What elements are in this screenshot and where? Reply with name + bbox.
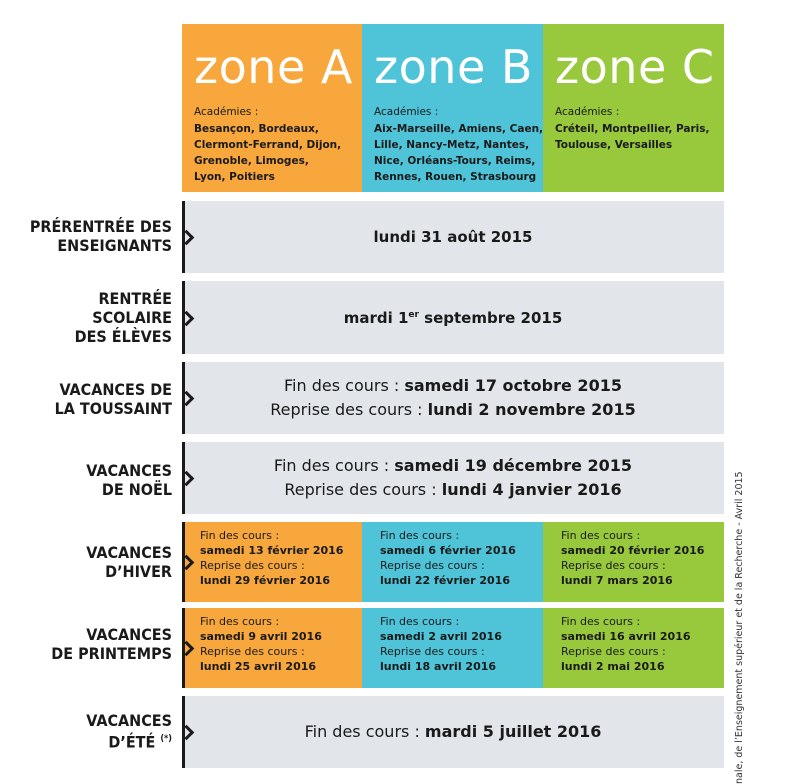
footnote-marker: (*) xyxy=(160,734,172,744)
resume-date: lundi 25 avril 2016 xyxy=(200,660,317,673)
resume-date: lundi 29 février 2016 xyxy=(200,574,330,587)
row-printemps xyxy=(182,608,724,688)
zone-a-title: zone A xyxy=(194,40,353,94)
side-credit: nale, de l’Enseignement supérieur et de la Recherche - Avril 2015 xyxy=(734,471,745,784)
academy-line: Besançon, Bordeaux, xyxy=(194,123,319,135)
label-text: D’ÉTÉ xyxy=(108,732,156,752)
end-label: Fin des cours : xyxy=(561,615,641,628)
resume-prefix: Reprise des cours : xyxy=(284,480,442,499)
zone-a-academies-list xyxy=(194,121,341,185)
label-line: VACANCES xyxy=(86,711,172,730)
row-rentree xyxy=(182,281,724,354)
resume-label: Reprise des cours : xyxy=(200,645,305,658)
end-date: samedi 16 avril 2016 xyxy=(561,630,691,643)
row-bracket xyxy=(182,522,185,602)
noel-dates xyxy=(182,454,724,502)
label-line: DES ÉLÈVES xyxy=(74,327,172,346)
resume-date: lundi 7 mars 2016 xyxy=(561,574,673,587)
ete-dates xyxy=(182,720,724,744)
row-noel xyxy=(182,442,724,514)
end-label: Fin des cours : xyxy=(200,615,280,628)
end-prefix: Fin des cours : xyxy=(304,722,425,741)
hiver-zone-b xyxy=(362,522,543,602)
printemps-zone-b xyxy=(362,608,543,688)
end-date: samedi 20 février 2016 xyxy=(561,544,705,557)
label-line: DE PRINTEMPS xyxy=(51,644,172,663)
resume-date: lundi 18 avril 2016 xyxy=(380,660,497,673)
end-label: Fin des cours : xyxy=(200,529,280,542)
toussaint-dates xyxy=(182,374,724,422)
resume-label: Reprise des cours : xyxy=(380,559,485,572)
row-bracket xyxy=(182,696,185,768)
rentree-date-day: mardi 1 xyxy=(343,308,409,327)
hiver-zone-a xyxy=(182,522,362,602)
end-date: samedi 17 octobre 2015 xyxy=(404,376,622,395)
label-line xyxy=(0,730,172,751)
hiver-zone-c xyxy=(543,522,724,602)
resume-date: lundi 4 janvier 2016 xyxy=(441,480,622,499)
zone-b-academies-label: Académies : xyxy=(374,106,439,118)
end-date: samedi 6 février 2016 xyxy=(380,544,516,557)
academy-line: Grenoble, Limoges, xyxy=(194,155,309,167)
academy-line: Lyon, Poitiers xyxy=(194,171,275,183)
printemps-zone-c xyxy=(543,608,724,688)
zone-b-title: zone B xyxy=(374,40,533,94)
noel-end xyxy=(182,454,724,478)
academy-line: Toulouse, Versailles xyxy=(555,139,673,151)
end-date: samedi 9 avril 2016 xyxy=(200,630,322,643)
end-date: samedi 2 avril 2016 xyxy=(380,630,502,643)
zone-c-header xyxy=(543,24,724,192)
resume-prefix: Reprise des cours : xyxy=(270,400,428,419)
row-label-rentree xyxy=(0,289,172,346)
label-line: D’HIVER xyxy=(105,562,172,581)
row-bracket xyxy=(182,201,185,273)
zone-c-academies-list xyxy=(555,121,710,153)
end-prefix: Fin des cours : xyxy=(273,456,395,475)
label-line: PRÉRENTRÉE DES xyxy=(29,217,172,236)
row-bracket xyxy=(182,442,185,514)
label-line: VACANCES xyxy=(86,543,172,562)
label-line: VACANCES xyxy=(86,461,172,480)
zone-c-title: zone C xyxy=(555,40,715,94)
row-bracket xyxy=(182,608,185,688)
rentree-date-sup: er xyxy=(408,309,419,320)
row-toussaint xyxy=(182,362,724,434)
end-prefix: Fin des cours : xyxy=(284,376,405,395)
label-line: SCOLAIRE xyxy=(92,308,172,327)
academy-line: Créteil, Montpellier, Paris, xyxy=(555,123,710,135)
academy-line: Clermont-Ferrand, Dijon, xyxy=(194,139,342,151)
row-prerentree xyxy=(182,201,724,273)
zone-b-header xyxy=(362,24,543,192)
printemps-zone-a xyxy=(182,608,362,688)
resume-date: lundi 2 mai 2016 xyxy=(561,660,665,673)
label-line: VACANCES DE xyxy=(59,380,172,399)
row-bracket xyxy=(182,281,185,354)
resume-date: lundi 2 novembre 2015 xyxy=(427,400,636,419)
label-line: LA TOUSSAINT xyxy=(54,399,172,418)
label-line: RENTRÉE xyxy=(98,289,172,308)
row-label-prerentree xyxy=(0,217,172,255)
resume-label: Reprise des cours : xyxy=(200,559,305,572)
rentree-date-month: septembre 2015 xyxy=(418,308,563,327)
end-label: Fin des cours : xyxy=(380,529,460,542)
resume-label: Reprise des cours : xyxy=(561,645,666,658)
resume-label: Reprise des cours : xyxy=(380,645,485,658)
label-line: DE NOËL xyxy=(101,480,172,499)
row-label-hiver xyxy=(0,543,172,581)
row-hiver xyxy=(182,522,724,602)
zone-a-header xyxy=(182,24,362,192)
row-label-toussaint xyxy=(0,380,172,418)
end-date: mardi 5 juillet 2016 xyxy=(424,722,602,741)
toussaint-resume xyxy=(182,398,724,422)
rentree-date xyxy=(182,309,724,327)
end-label: Fin des cours : xyxy=(561,529,641,542)
row-ete xyxy=(182,696,724,768)
resume-label: Reprise des cours : xyxy=(561,559,666,572)
toussaint-end xyxy=(182,374,724,398)
resume-date: lundi 22 février 2016 xyxy=(380,574,510,587)
row-label-ete xyxy=(0,711,172,751)
label-line: ENSEIGNANTS xyxy=(57,236,172,255)
prerentree-date: lundi 31 août 2015 xyxy=(373,228,533,246)
end-label: Fin des cours : xyxy=(380,615,460,628)
academy-line: Lille, Nancy-Metz, Nantes, xyxy=(374,139,530,151)
row-label-noel xyxy=(0,461,172,499)
academy-line: Aix-Marseille, Amiens, Caen, xyxy=(374,123,544,135)
zone-c-academies-label: Académies : xyxy=(555,106,620,118)
academy-line: Nice, Orléans-Tours, Reims, xyxy=(374,155,536,167)
end-date: samedi 19 décembre 2015 xyxy=(394,456,633,475)
row-bracket xyxy=(182,362,185,434)
noel-resume xyxy=(182,478,724,502)
end-date: samedi 13 février 2016 xyxy=(200,544,344,557)
ete-end xyxy=(182,720,724,744)
label-line: VACANCES xyxy=(86,625,172,644)
row-label-printemps xyxy=(0,625,172,663)
academy-line: Rennes, Rouen, Strasbourg xyxy=(374,171,537,183)
zone-a-academies-label: Académies : xyxy=(194,106,259,118)
zone-b-academies-list xyxy=(374,121,543,185)
